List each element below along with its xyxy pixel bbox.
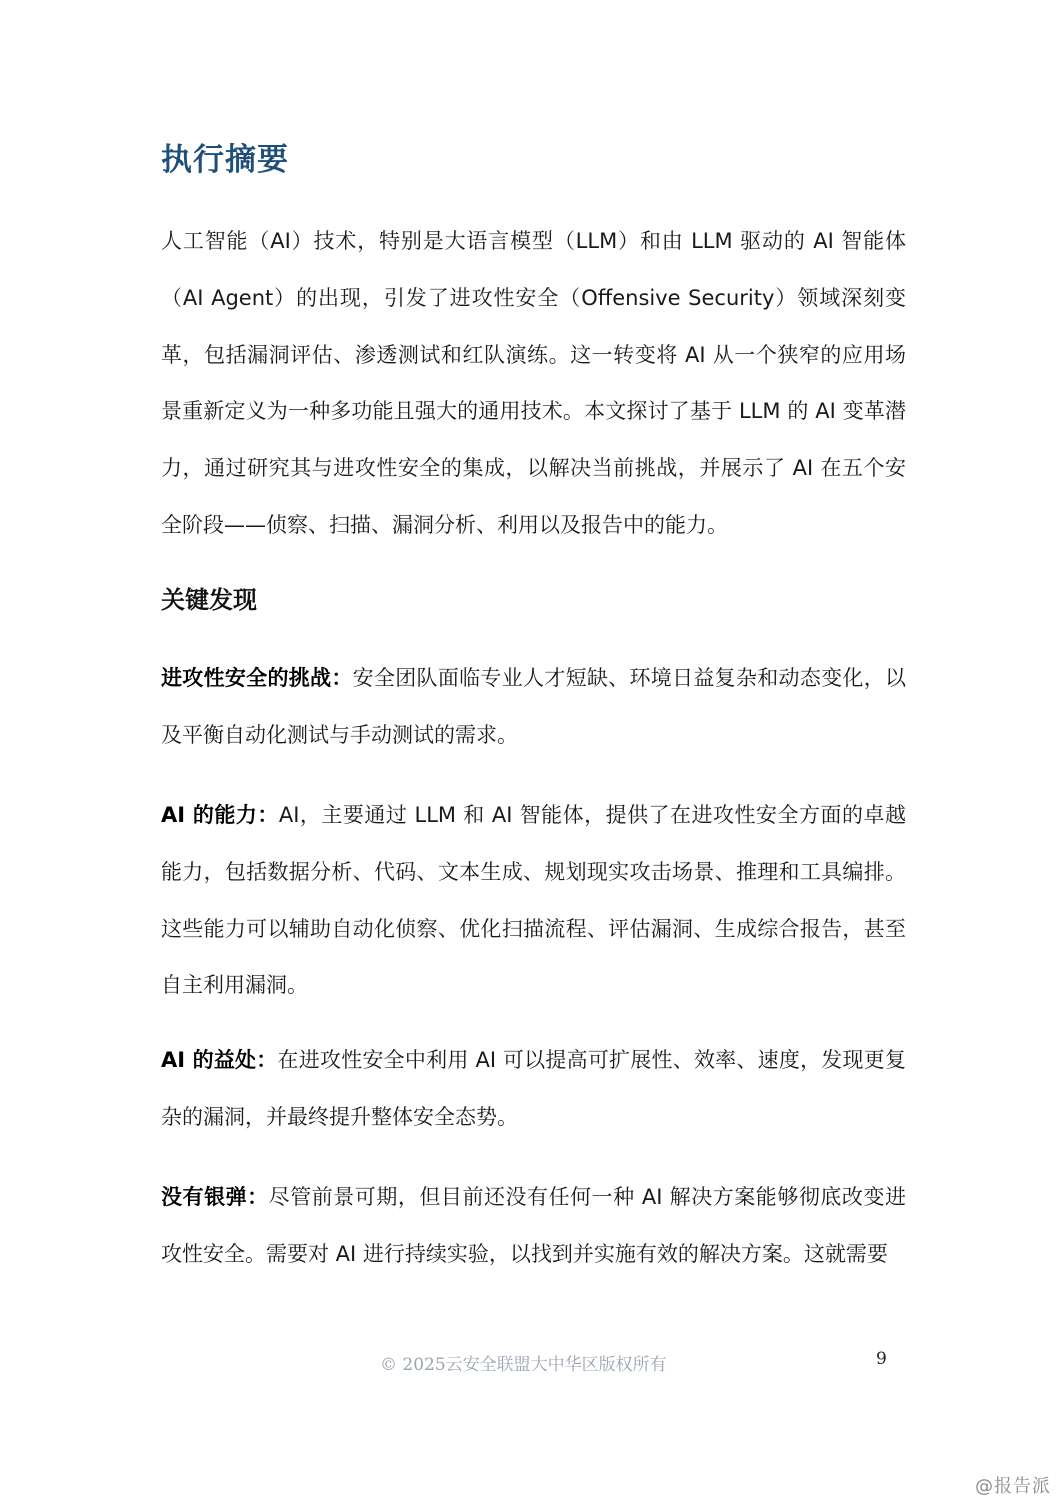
finding-lead: 进攻性安全的挑战：	[161, 666, 353, 690]
finding-text: 尽管前景可期，但目前还没有任何一种 AI 解决方案能够彻底改变进攻性安全。需要对 AI 进行持续实验，以找到并实施有效的解决方案。这就需要	[161, 1185, 906, 1266]
page-title: 执行摘要	[161, 142, 289, 178]
finding-paragraph	[161, 650, 906, 764]
finding-text: AI，主要通过 LLM 和 AI 智能体，提供了在进攻性安全方面的卓越能力，包括数据分析、代码、文本生成、规划现实攻击场景、推理和工具编排。这些能力可以辅助自动化侦察、优化扫描流程、评估漏洞、生成综合报告，甚至自主利用漏洞。	[161, 803, 906, 998]
key-findings-heading: 关键发现	[161, 586, 257, 614]
intro-paragraph: 人工智能（AI）技术，特别是大语言模型（LLM）和由 LLM 驱动的 AI 智能体（AI Agent）的出现，引发了进攻性安全（Offensive Security）领域深刻变革，包括漏洞评估、渗透测试和红队演练。这一转变将 AI 从一个狭窄的应用场景重新定义为一种多功能且强大的通用技术。本文探讨了基于 LLM 的 AI 变革潜力，通过研究其与进攻性安全的集成，以解决当前挑战，并展示了 AI 在五个安全阶段——侦察、扫描、漏洞分析、利用以及报告中的能力。	[161, 229, 906, 537]
finding-text: 在进攻性安全中利用 AI 可以提高可扩展性、效率、速度，发现更复杂的漏洞，并最终提升整体安全态势。	[161, 1048, 906, 1129]
finding-text: 安全团队面临专业人才短缺、环境日益复杂和动态变化，以及平衡自动化测试与手动测试的需求。	[161, 666, 907, 747]
finding-lead: 没有银弹：	[161, 1185, 269, 1209]
page-number: 9	[876, 1349, 887, 1369]
finding-lead: AI 的益处：	[161, 1048, 278, 1072]
footer-copyright: © 2025云安全联盟大中华区版权所有	[380, 1355, 667, 1375]
finding-lead: AI 的能力：	[161, 803, 279, 827]
finding-paragraph	[161, 787, 906, 1014]
watermark-text: @报告派	[975, 1476, 1051, 1497]
finding-paragraph	[161, 1169, 906, 1283]
finding-paragraph	[161, 1032, 906, 1146]
